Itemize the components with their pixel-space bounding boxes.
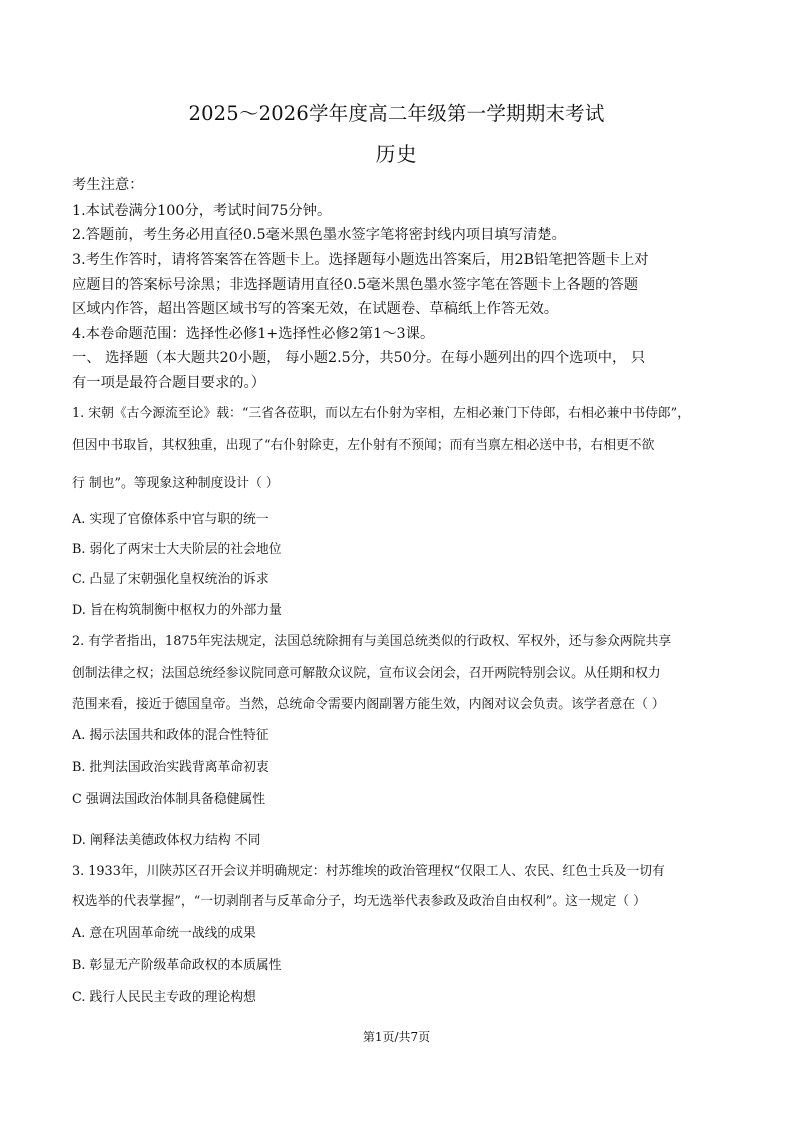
question-1-option-b: B. 弱化了两宋士大夫阶层的社会地位	[72, 542, 282, 557]
page-number: 第1页/共7页	[362, 1030, 431, 1044]
question-2-option-b: B. 批判法国政治实践背离革命初衷	[72, 760, 269, 775]
question-2-option-c: C 强调法国政治体制具备稳健属性	[72, 792, 266, 807]
section-heading: 有一项是最符合题目要求的。）	[72, 375, 266, 391]
question-1-line: 1. 宋朝《古今源流至论》载：“三省各莅职，而以左右仆射为宰相，左相必兼门下侍郎，右相必兼中书侍郎”，	[72, 406, 691, 421]
question-3-line: 权选举的代表掌握”，“一切剥削者与反革命分子，均无选举代表参政及政治自由权利”。这一规定（ ）	[72, 894, 646, 909]
question-1-line: 但因中书取旨，其权独重，出现了“右仆射除吏，左仆射有不预闻；而有当禀左相必送中书，右相更不欲	[72, 438, 655, 453]
question-2-option-a: A. 揭示法国共和政体的混合性特征	[72, 728, 269, 743]
question-3-option-b: B. 彰显无产阶级革命政权的本质属性	[72, 958, 282, 973]
notice-line: 应题目的答案标号涂黑；非选择题请用直径0.5毫米黑色墨水签字笔在答题卡上各题的答题	[72, 277, 639, 293]
notice-line: 2.答题前，考生务必用直径0.5毫米黑色墨水签字笔将密封线内项目填写清楚。	[72, 227, 566, 243]
question-3-line: 3. 1933年，川陕苏区召开会议并明确规定：村苏维埃的政治管理权“仅限工人、农民、红色士兵及一切有	[72, 864, 665, 879]
section-heading: 一、 选择题（本大题共20小题， 每小题2.5分，共50分。在每小题列出的四个选项中， 只	[72, 350, 646, 366]
subject-title: 历史	[375, 142, 418, 166]
question-2-line: 2. 有学者指出，1875年宪法规定，法国总统除拥有与美国总统类似的行政权、军权外，还与参众两院共享	[72, 634, 672, 649]
question-2-line: 创制法律之权；法国总统经参议院同意可解散众议院，宣布议会闭会，召开两院特别会议。从任期和权力	[72, 666, 661, 681]
notice-line: 区域内作答，超出答题区域书写的答案无效，在试题卷、草稿纸上作答无效。	[72, 301, 559, 317]
question-3-option-c: C. 践行人民民主专政的理论构想	[72, 990, 256, 1005]
question-1-option-d: D. 旨在构筑制衡中枢权力的外部力量	[72, 603, 282, 618]
question-1-option-a: A. 实现了官僚体系中官与职的统一	[72, 512, 269, 527]
question-1-option-c: C. 凸显了宋朝强化皇权统治的诉求	[72, 572, 269, 587]
question-2-option-d: D. 阐释法美德政体权力结构 不同	[72, 833, 261, 848]
question-3-option-a: A. 意在巩固革命统一战线的成果	[72, 926, 256, 941]
notice-line: 3.考生作答时，请将答案答在答题卡上。选择题每小题选出答案后，用2B铅笔把答题卡上对	[72, 252, 649, 268]
notice-heading: 考生注意：	[72, 177, 144, 193]
exam-title: 2025～2026学年度高二年级第一学期期末考试	[188, 102, 605, 125]
question-1-line: 行 制也”。等现象这种制度设计（ ）	[72, 476, 279, 491]
notice-line: 4.本卷命题范围：选择性必修1+选择性必修2第1～3课。	[72, 326, 435, 342]
notice-line: 1.本试卷满分100分，考试时间75分钟。	[72, 203, 332, 219]
question-2-line: 范围来看，接近于德国皇帝。当然，总统命令需要内阁副署方能生效，内阁对议会负责。该学者意在（ ）	[72, 697, 665, 712]
